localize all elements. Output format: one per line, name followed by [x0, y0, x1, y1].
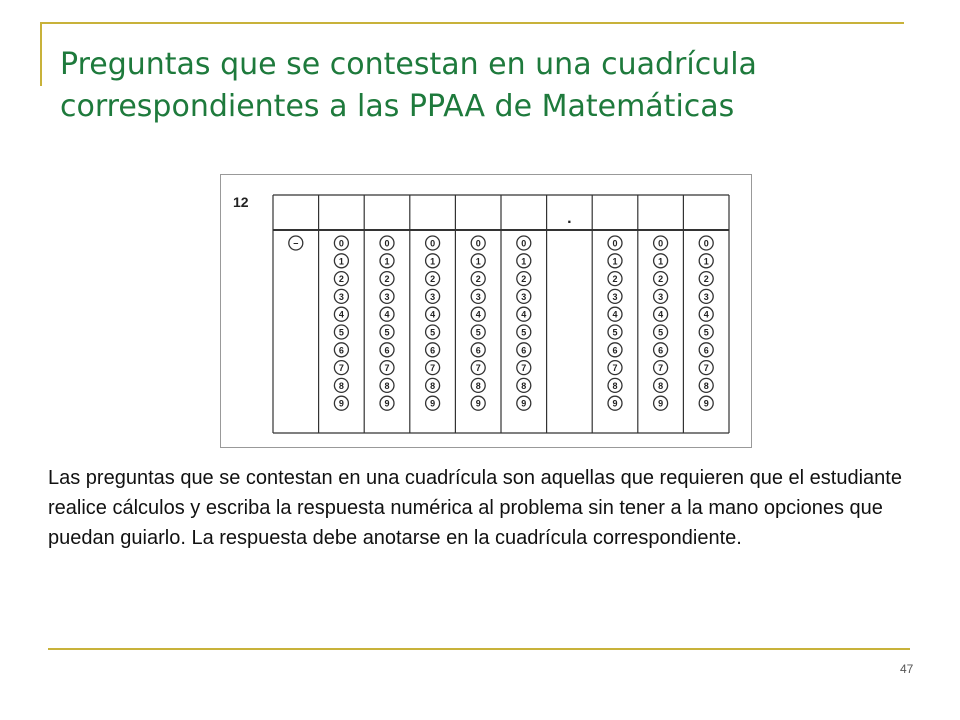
digit-bubble — [426, 396, 440, 410]
svg-text:0: 0 — [703, 238, 709, 249]
digit-bubble — [608, 343, 622, 357]
digit-bubble — [608, 396, 622, 410]
digit-bubble — [334, 254, 348, 268]
svg-text:7: 7 — [658, 363, 664, 374]
digit-bubble — [471, 272, 485, 286]
svg-text:7: 7 — [703, 363, 709, 374]
svg-text:4: 4 — [703, 309, 709, 320]
digit-bubble — [517, 254, 531, 268]
digit-bubble — [471, 289, 485, 303]
digit-bubble — [608, 289, 622, 303]
svg-text:3: 3 — [338, 291, 344, 302]
digit-bubble — [380, 289, 394, 303]
digit-bubble — [426, 307, 440, 321]
digit-bubble — [334, 325, 348, 339]
digit-bubble — [334, 361, 348, 375]
svg-text:0: 0 — [430, 238, 436, 249]
svg-text:2: 2 — [521, 274, 527, 285]
answer-grid-image — [220, 174, 752, 448]
svg-text:7: 7 — [475, 363, 481, 374]
svg-text:8: 8 — [338, 380, 344, 391]
svg-text:7: 7 — [612, 363, 618, 374]
bottom-rule — [48, 648, 910, 650]
svg-text:2: 2 — [703, 274, 709, 285]
digit-bubble — [699, 343, 713, 357]
svg-text:4: 4 — [475, 309, 481, 320]
svg-text:3: 3 — [475, 291, 481, 302]
digit-bubble — [426, 325, 440, 339]
svg-text:3: 3 — [612, 291, 618, 302]
digit-bubble — [699, 254, 713, 268]
svg-text:1: 1 — [475, 256, 481, 267]
digit-bubble — [699, 378, 713, 392]
digit-bubble — [608, 325, 622, 339]
top-rule — [40, 22, 904, 24]
sign-bubble — [289, 236, 303, 250]
digit-bubble — [654, 361, 668, 375]
body-text: Las preguntas que se contestan en una cuadrícula son aquellas que requieren que el estudiante realice cálculos y escriba la respuesta numérica al problema sin tener a la mano opciones que puedan guiarlo. La respuesta debe anotarse en la cuadrícula correspondiente. — [48, 467, 902, 549]
digit-bubble — [380, 307, 394, 321]
digit-bubble — [471, 307, 485, 321]
svg-text:3: 3 — [703, 291, 709, 302]
svg-text:9: 9 — [338, 398, 344, 409]
svg-text:2: 2 — [338, 274, 344, 285]
digit-bubble — [517, 396, 531, 410]
svg-text:2: 2 — [612, 274, 618, 285]
digit-bubble — [608, 254, 622, 268]
svg-text:9: 9 — [612, 398, 618, 409]
svg-text:8: 8 — [658, 380, 664, 391]
digit-bubble — [608, 236, 622, 250]
svg-text:8: 8 — [612, 380, 618, 391]
digit-bubble — [334, 343, 348, 357]
svg-text:8: 8 — [384, 380, 390, 391]
svg-text:5: 5 — [521, 327, 527, 338]
digit-bubble — [654, 272, 668, 286]
svg-text:1: 1 — [658, 256, 664, 267]
digit-bubble — [654, 307, 668, 321]
digit-bubble — [471, 396, 485, 410]
svg-text:1: 1 — [703, 256, 709, 267]
digit-bubble — [699, 236, 713, 250]
digit-bubble — [471, 236, 485, 250]
digit-bubble — [654, 343, 668, 357]
svg-text:2: 2 — [430, 274, 436, 285]
svg-text:5: 5 — [658, 327, 664, 338]
digit-bubble — [380, 325, 394, 339]
digit-bubble — [380, 343, 394, 357]
digit-bubble — [608, 272, 622, 286]
digit-bubble — [608, 307, 622, 321]
svg-text:6: 6 — [384, 345, 390, 356]
left-rule — [40, 22, 42, 86]
digit-bubble — [699, 307, 713, 321]
digit-bubble — [380, 272, 394, 286]
svg-text:6: 6 — [338, 345, 344, 356]
digit-bubble — [334, 396, 348, 410]
digit-bubble — [426, 272, 440, 286]
svg-text:9: 9 — [430, 398, 436, 409]
svg-text:6: 6 — [430, 345, 436, 356]
digit-bubble — [654, 236, 668, 250]
svg-text:0: 0 — [612, 238, 618, 249]
svg-text:5: 5 — [430, 327, 436, 338]
digit-bubble — [654, 289, 668, 303]
digit-bubble — [699, 361, 713, 375]
svg-text:1: 1 — [612, 256, 618, 267]
svg-text:7: 7 — [338, 363, 344, 374]
svg-text:0: 0 — [384, 238, 390, 249]
svg-text:1: 1 — [384, 256, 390, 267]
digit-bubble — [426, 343, 440, 357]
svg-text:8: 8 — [703, 380, 709, 391]
svg-text:0: 0 — [338, 238, 344, 249]
page-number: 47 — [900, 662, 914, 676]
digit-bubble — [654, 254, 668, 268]
digit-bubble — [654, 378, 668, 392]
svg-text:3: 3 — [658, 291, 664, 302]
svg-text:6: 6 — [703, 345, 709, 356]
digit-bubble — [426, 361, 440, 375]
svg-text:6: 6 — [612, 345, 618, 356]
digit-bubble — [517, 378, 531, 392]
digit-bubble — [608, 361, 622, 375]
decimal-point: . — [567, 210, 572, 227]
svg-text:5: 5 — [703, 327, 709, 338]
svg-text:2: 2 — [658, 274, 664, 285]
svg-text:2: 2 — [475, 274, 481, 285]
svg-text:4: 4 — [612, 309, 618, 320]
svg-text:7: 7 — [384, 363, 390, 374]
digit-bubble — [334, 307, 348, 321]
digit-bubble — [654, 396, 668, 410]
digit-bubble — [380, 361, 394, 375]
digit-bubble — [426, 236, 440, 250]
svg-text:3: 3 — [430, 291, 436, 302]
svg-text:8: 8 — [475, 380, 481, 391]
svg-text:5: 5 — [612, 327, 618, 338]
digit-bubble — [334, 378, 348, 392]
digit-bubble — [517, 236, 531, 250]
svg-text:1: 1 — [430, 256, 436, 267]
slide-title: Preguntas que se contestan en una cuadrícula correspondientes a las PPAA de Matemáticas — [60, 47, 757, 124]
svg-text:4: 4 — [338, 309, 344, 320]
svg-text:9: 9 — [658, 398, 664, 409]
svg-text:1: 1 — [338, 256, 344, 267]
digit-bubble — [517, 325, 531, 339]
svg-text:5: 5 — [338, 327, 344, 338]
digit-bubble — [608, 378, 622, 392]
digit-bubble — [517, 343, 531, 357]
digit-bubble — [699, 289, 713, 303]
svg-text:9: 9 — [703, 398, 709, 409]
digit-bubble — [517, 272, 531, 286]
digit-bubble — [380, 396, 394, 410]
digit-bubble — [517, 307, 531, 321]
digit-bubble — [699, 272, 713, 286]
svg-text:5: 5 — [384, 327, 390, 338]
digit-bubble — [471, 361, 485, 375]
digit-bubble — [699, 325, 713, 339]
svg-text:4: 4 — [521, 309, 527, 320]
svg-text:0: 0 — [521, 238, 527, 249]
svg-text:7: 7 — [521, 363, 527, 374]
digit-bubble — [380, 236, 394, 250]
svg-text:4: 4 — [658, 309, 664, 320]
svg-text:8: 8 — [521, 380, 527, 391]
digit-bubble — [471, 378, 485, 392]
svg-text:−: − — [293, 238, 299, 249]
svg-text:9: 9 — [521, 398, 527, 409]
svg-text:2: 2 — [384, 274, 390, 285]
question-number: 12 — [233, 194, 249, 210]
digit-bubble — [334, 289, 348, 303]
digit-bubble — [471, 343, 485, 357]
svg-text:4: 4 — [384, 309, 390, 320]
digit-bubble — [334, 272, 348, 286]
svg-text:3: 3 — [521, 291, 527, 302]
svg-text:9: 9 — [384, 398, 390, 409]
digit-bubble — [517, 361, 531, 375]
svg-text:3: 3 — [384, 291, 390, 302]
digit-bubble — [426, 289, 440, 303]
svg-text:6: 6 — [658, 345, 664, 356]
digit-bubble — [699, 396, 713, 410]
digit-bubble — [426, 378, 440, 392]
digit-bubble — [380, 254, 394, 268]
digit-bubble — [334, 236, 348, 250]
svg-text:6: 6 — [521, 345, 527, 356]
digit-bubble — [471, 325, 485, 339]
svg-text:9: 9 — [475, 398, 481, 409]
digit-bubble — [517, 289, 531, 303]
digit-bubble — [380, 378, 394, 392]
svg-text:1: 1 — [521, 256, 527, 267]
svg-text:0: 0 — [658, 238, 664, 249]
digit-bubble — [654, 325, 668, 339]
svg-text:0: 0 — [475, 238, 481, 249]
svg-text:4: 4 — [430, 309, 436, 320]
svg-text:5: 5 — [475, 327, 481, 338]
answer-grid — [221, 175, 751, 447]
svg-text:8: 8 — [430, 380, 436, 391]
digit-bubble — [426, 254, 440, 268]
svg-text:6: 6 — [475, 345, 481, 356]
svg-text:7: 7 — [430, 363, 436, 374]
digit-bubble — [471, 254, 485, 268]
